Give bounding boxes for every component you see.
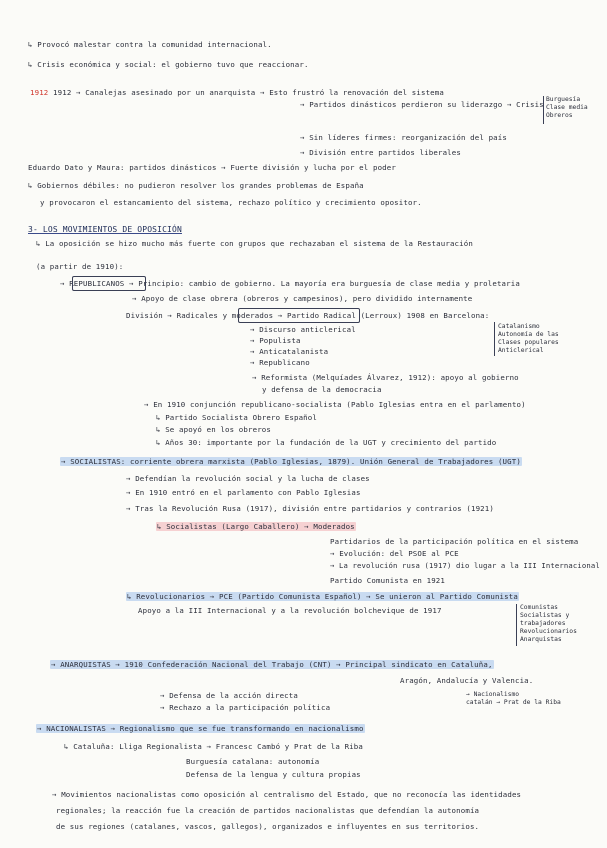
note-line: ↳ Socialistas (Largo Caballero) → Moderados: [157, 522, 355, 531]
note-line-republicanos: → REPUBLICANOS → Principio: cambio de gobierno. La mayoría era burguesía de clase media y proletaria: [60, 279, 520, 288]
note-line-anarquistas: → ANARQUISTAS → 1910 Confederación Nacional del Trabajo (CNT) → Principal sindicato en Cataluña,: [51, 660, 493, 669]
note-line: ↳ Se apoyó en los obreros: [156, 425, 271, 434]
note-line: ↳ Años 30: importante por la fundación de la UGT y crecimiento del partido: [156, 438, 497, 447]
note-line: Burguesía catalana: autonomía: [186, 757, 320, 766]
note-line: ↳ Cataluña: Lliga Regionalista → Francesc Cambó y Prat de la Riba: [64, 742, 363, 751]
note-line: (a partir de 1910):: [36, 262, 124, 271]
note-line: → Evolución: del PSOE al PCE: [330, 549, 459, 558]
note-line: Partidarios de la participación política en el sistema: [330, 537, 579, 546]
note-line: Eduardo Dato y Maura: partidos dinásticos → Fuerte división y lucha por el poder: [28, 163, 396, 172]
section-heading: 3- LOS MOVIMIENTOS DE OPOSICIÓN: [28, 225, 182, 234]
note-line-socialistas: → SOCIALISTAS: corriente obrera marxista (Pablo Iglesias, 1879). Unión General de Trabajadores (UGT): [61, 457, 521, 466]
note-line: → Tras la Revolución Rusa (1917), división entre partidarios y contrarios (1921): [126, 504, 494, 513]
note-line: de sus regiones (catalanes, vascos, gallegos), organizados e influyentes en sus territorios.: [56, 822, 480, 831]
box-republicanos: [72, 276, 146, 291]
side-note-right-tag: → Nacionalismo catalán → Prat de la Riba: [466, 691, 561, 706]
note-line-radical: División → Radicales y moderados → Partido Radical (Lerroux) 1908 en Barcelona:: [126, 311, 490, 320]
note-line: → Movimientos nacionalistas como oposición al centralismo del Estado, que no reconocía las identidades: [52, 790, 522, 799]
note-line: ↳ Crisis económica y social: el gobierno tuvo que reaccionar.: [28, 60, 309, 69]
year-1912: 1912: [30, 88, 49, 97]
note-line: → Republicano: [250, 358, 310, 367]
note-line: → Defensa de la acción directa: [160, 691, 298, 700]
note-line: → Sin líderes firmes: reorganización del país: [300, 133, 507, 142]
note-line-1912: 1912 1912 → Canalejas asesinado por un anarquista → Esto frustró la renovación del sistema: [30, 88, 444, 97]
note-line: y provocaron el estancamiento del sistema, rechazo político y crecimiento opositor.: [40, 198, 422, 207]
note-line: Partido Comunista en 1921: [330, 576, 445, 585]
bracket: [516, 604, 517, 646]
note-line: → Discurso anticlerical: [250, 325, 356, 334]
note-line: → Defendían la revolución social y la lucha de clases: [126, 474, 370, 483]
note-line: ↳ Gobiernos débiles: no pudieron resolver los grandes problemas de España: [28, 181, 364, 190]
note-line: → La revolución rusa (1917) dio lugar a la III Internacional: [330, 561, 600, 570]
note-line: → Anticatalanista: [250, 347, 329, 356]
note-line: y defensa de la democracia: [262, 385, 382, 394]
side-note-left-group: Comunistas Socialistas y trabajadores Revolucionarios Anarquistas: [520, 604, 577, 643]
note-line: Defensa de la lengua y cultura propias: [186, 770, 361, 779]
note-line: ↳ La oposición se hizo mucho más fuerte con grupos que rechazaban el sistema de la Restauración: [36, 239, 473, 248]
note-line: regionales; la reacción fue la creación de partidos nacionalistas que defendían la autonomía: [56, 806, 480, 815]
note-line: → División entre partidos liberales: [300, 148, 461, 157]
note-line: → En 1910 entró en el parlamento con Pablo Iglesias: [126, 488, 361, 497]
note-line: → Rechazo a la participación política: [160, 703, 331, 712]
note-line: Apoyo a la III Internacional y a la revolución bolchevique de 1917: [138, 606, 442, 615]
box-partido-radical: [238, 308, 360, 323]
bracket: [543, 96, 544, 124]
side-note-radical-traits: Catalanismo Autonomía de las Clases populares Anticlerical: [498, 323, 559, 354]
note-line: → Populista: [250, 336, 301, 345]
note-line: → Reformista (Melquíades Álvarez, 1912): apoyo al gobierno: [252, 373, 519, 382]
note-line-nacionalistas: → NACIONALISTAS → Regionalismo que se fue transformando en nacionalismo: [37, 724, 364, 733]
note-line: → Partidos dinásticos perdieron su liderazgo → Crisis: [300, 100, 544, 109]
note-line: → Apoyo de clase obrera (obreros y campesinos), pero dividido internamente: [132, 294, 473, 303]
note-line: Aragón, Andalucía y Valencia.: [400, 676, 534, 685]
note-line: → En 1910 conjunción republicano-socialista (Pablo Iglesias entra en el parlamento): [144, 400, 526, 409]
bracket: [494, 322, 495, 356]
note-line: ↳ Partido Socialista Obrero Español: [156, 413, 317, 422]
note-line: ↳ Provocó malestar contra la comunidad internacional.: [28, 40, 272, 49]
note-line: ↳ Revolucionarios → PCE (Partido Comunista Español) → Se unieron al Partido Comunista: [127, 592, 518, 601]
side-note-party: Burguesía Clase media Obreros: [546, 96, 588, 119]
